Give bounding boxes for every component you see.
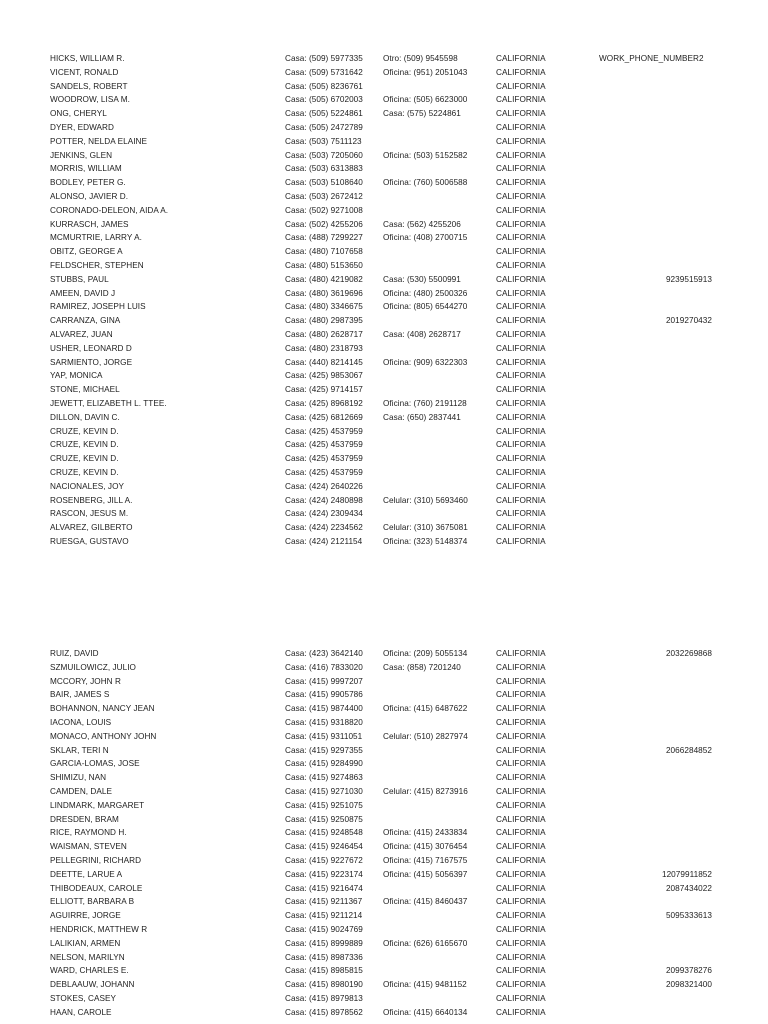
state: CALIFORNIA xyxy=(496,150,546,160)
other-phone: Oficina: (415) 6487622 xyxy=(383,704,468,714)
home-phone: Casa: (425) 6812669 xyxy=(285,412,363,422)
state: CALIFORNIA xyxy=(496,980,546,990)
home-phone: Casa: (415) 8978562 xyxy=(285,1007,363,1017)
contact-name: FELDSCHER, STEPHEN xyxy=(50,260,144,270)
state: CALIFORNIA xyxy=(496,233,546,243)
home-phone: Casa: (503) 6313883 xyxy=(285,164,363,174)
contact-name: PELLEGRINI, RICHARD xyxy=(50,855,142,865)
table-row xyxy=(0,507,768,521)
home-phone: Casa: (415) 9250875 xyxy=(285,814,363,824)
home-phone: Casa: (415) 9211367 xyxy=(285,897,363,907)
table-row xyxy=(0,494,768,508)
table-row xyxy=(0,909,768,923)
home-phone: Casa: (425) 9853067 xyxy=(285,371,363,381)
table-row xyxy=(0,799,768,813)
contact-name: STONE, MICHAEL xyxy=(50,385,120,395)
home-phone: Casa: (480) 7107658 xyxy=(285,247,363,257)
contact-name: USHER, LEONARD D xyxy=(50,343,132,353)
table-row xyxy=(0,273,768,287)
table-row xyxy=(0,978,768,992)
work-phone-2: 12079911852 xyxy=(661,869,712,879)
contact-name: RAMIREZ, JOSEPH LUIS xyxy=(50,302,146,312)
contact-name: DYER, EDWARD xyxy=(50,122,114,132)
state: CALIFORNIA xyxy=(496,1007,546,1017)
state: CALIFORNIA xyxy=(496,95,546,105)
home-phone: Casa: (415) 9311051 xyxy=(285,731,363,741)
table-row xyxy=(0,480,768,494)
state: CALIFORNIA xyxy=(496,81,546,91)
home-phone: Casa: (415) 8987336 xyxy=(285,952,363,962)
contact-name: HICKS, WILLIAM R. xyxy=(50,54,125,63)
state: CALIFORNIA xyxy=(496,855,546,865)
state: CALIFORNIA xyxy=(496,481,546,491)
state: CALIFORNIA xyxy=(496,67,546,77)
table-row xyxy=(0,107,768,121)
contact-name: CARRANZA, GINA xyxy=(50,316,121,326)
other-phone: Oficina: (415) 9481152 xyxy=(383,980,467,990)
state: CALIFORNIA xyxy=(496,371,546,381)
contact-name: WAISMAN, STEVEN xyxy=(50,842,127,852)
home-phone: Casa: (425) 4537959 xyxy=(285,426,363,436)
contact-name: LALIKIAN, ARMEN xyxy=(50,938,121,948)
state: CALIFORNIA xyxy=(496,773,546,783)
table-row xyxy=(0,121,768,135)
home-phone: Casa: (415) 9997207 xyxy=(285,676,363,686)
home-phone: Casa: (509) 5731642 xyxy=(285,67,363,77)
home-phone: Casa: (480) 5153650 xyxy=(285,260,363,270)
other-phone: Oficina: (415) 8460437 xyxy=(383,897,468,907)
state: CALIFORNIA xyxy=(496,247,546,257)
contact-name: SZMUILOWICZ, JULIO xyxy=(50,662,136,672)
state: CALIFORNIA xyxy=(496,952,546,962)
state: CALIFORNIA xyxy=(496,814,546,824)
other-phone: Oficina: (415) 5056397 xyxy=(383,869,468,879)
contact-name: RUIZ, DAVID xyxy=(50,649,99,658)
table-row xyxy=(0,93,768,107)
home-phone: Casa: (416) 7833020 xyxy=(285,662,363,672)
other-phone: Oficina: (951) 2051043 xyxy=(383,67,468,77)
other-phone: Oficina: (415) 6640134 xyxy=(383,1007,468,1017)
contact-name: BODLEY, PETER G. xyxy=(50,178,126,188)
home-phone: Casa: (480) 2628717 xyxy=(285,329,363,339)
state: CALIFORNIA xyxy=(496,786,546,796)
state: CALIFORNIA xyxy=(496,467,546,477)
other-phone: Oficina: (415) 3076454 xyxy=(383,842,468,852)
table-row xyxy=(0,162,768,176)
contact-name: ALVAREZ, JUAN xyxy=(50,329,113,339)
home-phone: Casa: (503) 5108640 xyxy=(285,178,363,188)
contact-name: ROSENBERG, JILL A. xyxy=(50,495,133,505)
table-row xyxy=(0,438,768,452)
contact-name: SHIMIZU, NAN xyxy=(50,773,107,783)
home-phone: Casa: (505) 8236761 xyxy=(285,81,363,91)
other-phone: Oficina: (505) 6623000 xyxy=(383,95,468,105)
table-row xyxy=(0,647,768,661)
state: CALIFORNIA xyxy=(496,897,546,907)
table-row xyxy=(0,342,768,356)
table-row xyxy=(0,135,768,149)
table-row xyxy=(0,661,768,675)
other-phone: Oficina: (415) 2433834 xyxy=(383,828,468,838)
home-phone: Casa: (503) 7205060 xyxy=(285,150,363,160)
contact-name: SKLAR, TERI N xyxy=(50,745,109,755)
state: CALIFORNIA xyxy=(496,398,546,408)
state: CALIFORNIA xyxy=(496,938,546,948)
contact-name: DEETTE, LARUE A xyxy=(50,869,123,879)
contact-name: CRUZE, KEVIN D. xyxy=(50,426,119,436)
column-header-work-phone-2: WORK_PHONE_NUMBER2 xyxy=(599,54,704,63)
table-row xyxy=(0,535,768,549)
home-phone: Casa: (502) 9271008 xyxy=(285,205,363,215)
work-phone-2: 9239515913 xyxy=(665,274,712,284)
state: CALIFORNIA xyxy=(496,164,546,174)
state: CALIFORNIA xyxy=(496,759,546,769)
table-row xyxy=(0,314,768,328)
other-phone: Oficina: (805) 6544270 xyxy=(383,302,468,312)
contact-name: THIBODEAUX, CAROLE xyxy=(50,883,143,893)
home-phone: Casa: (415) 8999889 xyxy=(285,938,363,948)
state: CALIFORNIA xyxy=(496,731,546,741)
table-row xyxy=(0,785,768,799)
home-phone: Casa: (424) 2309434 xyxy=(285,509,363,519)
table-row xyxy=(0,383,768,397)
state: CALIFORNIA xyxy=(496,690,546,700)
contact-name: CRUZE, KEVIN D. xyxy=(50,467,119,477)
state: CALIFORNIA xyxy=(496,966,546,976)
table-row xyxy=(0,716,768,730)
home-phone: Casa: (415) 9024769 xyxy=(285,924,363,934)
other-phone: Oficina: (760) 2191128 xyxy=(383,398,467,408)
contact-name: CAMDEN, DALE xyxy=(50,786,113,796)
contact-name: HENDRICK, MATTHEW R xyxy=(50,924,148,934)
state: CALIFORNIA xyxy=(496,178,546,188)
table-row xyxy=(0,218,768,232)
contact-name: POTTER, NELDA ELAINE xyxy=(50,136,148,146)
table-row xyxy=(0,771,768,785)
state: CALIFORNIA xyxy=(496,842,546,852)
table-row xyxy=(0,992,768,1006)
other-phone: Oficina: (626) 6165670 xyxy=(383,938,468,948)
contact-name: CORONADO-DELEON, AIDA A. xyxy=(50,205,169,215)
table-row xyxy=(0,149,768,163)
contact-name: SARMIENTO, JORGE xyxy=(50,357,133,367)
contact-name: RASCON, JESUS M. xyxy=(50,509,129,519)
table-row xyxy=(0,259,768,273)
table-row xyxy=(0,52,768,66)
contact-name: BAIR, JAMES S xyxy=(50,690,110,700)
contact-name: VICENT, RONALD xyxy=(50,67,119,77)
other-phone: Celular: (510) 2827974 xyxy=(383,731,468,741)
table-row xyxy=(0,300,768,314)
home-phone: Casa: (502) 4255206 xyxy=(285,219,363,229)
work-phone-2: 2032269868 xyxy=(665,649,712,658)
contact-name: KURRASCH, JAMES xyxy=(50,219,129,229)
other-phone: Casa: (408) 2628717 xyxy=(383,329,461,339)
other-phone: Otro: (509) 9545598 xyxy=(383,54,458,63)
state: CALIFORNIA xyxy=(496,357,546,367)
contact-name: DRESDEN, BRAM xyxy=(50,814,119,824)
home-phone: Casa: (480) 4219082 xyxy=(285,274,363,284)
table-row xyxy=(0,854,768,868)
state: CALIFORNIA xyxy=(496,662,546,672)
table-row xyxy=(0,675,768,689)
contact-name: HAAN, CAROLE xyxy=(50,1007,112,1017)
state: CALIFORNIA xyxy=(496,191,546,201)
table-row xyxy=(0,66,768,80)
home-phone: Casa: (505) 6702003 xyxy=(285,95,363,105)
table-row xyxy=(0,757,768,771)
contact-list-section-2 xyxy=(0,647,768,1020)
state: CALIFORNIA xyxy=(496,536,546,546)
table-row xyxy=(0,923,768,937)
state: CALIFORNIA xyxy=(496,883,546,893)
contact-name: CRUZE, KEVIN D. xyxy=(50,440,119,450)
home-phone: Casa: (424) 2640226 xyxy=(285,481,363,491)
other-phone: Celular: (310) 3675081 xyxy=(383,523,468,533)
state: CALIFORNIA xyxy=(496,260,546,270)
home-phone: Casa: (440) 8214145 xyxy=(285,357,363,367)
state: CALIFORNIA xyxy=(496,717,546,727)
state: CALIFORNIA xyxy=(496,440,546,450)
table-row xyxy=(0,397,768,411)
other-phone: Oficina: (415) 7167575 xyxy=(383,855,468,865)
contact-name: RUESGA, GUSTAVO xyxy=(50,536,129,546)
home-phone: Casa: (425) 4537959 xyxy=(285,454,363,464)
work-phone-2: 2098321400 xyxy=(665,980,712,990)
home-phone: Casa: (425) 4537959 xyxy=(285,467,363,477)
home-phone: Casa: (505) 5224861 xyxy=(285,109,363,119)
table-row xyxy=(0,868,768,882)
table-row xyxy=(0,702,768,716)
table-row xyxy=(0,826,768,840)
home-phone: Casa: (415) 8985815 xyxy=(285,966,363,976)
contact-name: OBITZ, GEORGE A xyxy=(50,247,123,257)
state: CALIFORNIA xyxy=(496,523,546,533)
other-phone: Oficina: (503) 5152582 xyxy=(383,150,468,160)
home-phone: Casa: (415) 8980190 xyxy=(285,980,363,990)
state: CALIFORNIA xyxy=(496,122,546,132)
home-phone: Casa: (415) 9318820 xyxy=(285,717,363,727)
contact-name: NELSON, MARILYN xyxy=(50,952,125,962)
home-phone: Casa: (505) 2472789 xyxy=(285,122,363,132)
contact-name: CRUZE, KEVIN D. xyxy=(50,454,119,464)
contact-name: STOKES, CASEY xyxy=(50,993,117,1003)
other-phone: Casa: (530) 5500991 xyxy=(383,274,461,284)
contact-name: AMEEN, DAVID J xyxy=(50,288,116,298)
state: CALIFORNIA xyxy=(496,869,546,879)
home-phone: Casa: (480) 3346675 xyxy=(285,302,363,312)
work-phone-2: 2099378276 xyxy=(665,966,712,976)
table-row xyxy=(0,245,768,259)
contact-name: MORRIS, WILLIAM xyxy=(50,164,122,174)
table-row xyxy=(0,882,768,896)
contact-name: RICE, RAYMOND H. xyxy=(50,828,127,838)
state: CALIFORNIA xyxy=(496,274,546,284)
state: CALIFORNIA xyxy=(496,136,546,146)
home-phone: Casa: (425) 4537959 xyxy=(285,440,363,450)
table-row xyxy=(0,937,768,951)
state: CALIFORNIA xyxy=(496,911,546,921)
home-phone: Casa: (425) 9714157 xyxy=(285,385,363,395)
table-row xyxy=(0,452,768,466)
home-phone: Casa: (415) 9216474 xyxy=(285,883,363,893)
other-phone: Casa: (575) 5224861 xyxy=(383,109,461,119)
state: CALIFORNIA xyxy=(496,288,546,298)
contact-name: SANDELS, ROBERT xyxy=(50,81,128,91)
contact-name: DILLON, DAVIN C. xyxy=(50,412,120,422)
table-row xyxy=(0,466,768,480)
table-row xyxy=(0,231,768,245)
home-phone: Casa: (423) 3642140 xyxy=(285,649,363,658)
home-phone: Casa: (480) 2987395 xyxy=(285,316,363,326)
contact-name: JEWETT, ELIZABETH L. TTEE. xyxy=(50,398,167,408)
contact-name: NACIONALES, JOY xyxy=(50,481,125,491)
table-row xyxy=(0,951,768,965)
table-row xyxy=(0,356,768,370)
table-row xyxy=(0,964,768,978)
other-phone: Oficina: (909) 6322303 xyxy=(383,357,468,367)
home-phone: Casa: (415) 9246454 xyxy=(285,842,363,852)
home-phone: Casa: (415) 9905786 xyxy=(285,690,363,700)
home-phone: Casa: (509) 5977335 xyxy=(285,54,363,63)
contact-name: MCCORY, JOHN R xyxy=(50,676,121,686)
state: CALIFORNIA xyxy=(496,54,546,63)
table-row xyxy=(0,190,768,204)
work-phone-2: 2019270432 xyxy=(665,316,712,326)
state: CALIFORNIA xyxy=(496,205,546,215)
contact-name: WARD, CHARLES E. xyxy=(50,966,129,976)
home-phone: Casa: (425) 8968192 xyxy=(285,398,363,408)
table-row xyxy=(0,287,768,301)
state: CALIFORNIA xyxy=(496,343,546,353)
state: CALIFORNIA xyxy=(496,412,546,422)
home-phone: Casa: (424) 2121154 xyxy=(285,536,363,546)
state: CALIFORNIA xyxy=(496,329,546,339)
state: CALIFORNIA xyxy=(496,676,546,686)
table-row xyxy=(0,744,768,758)
home-phone: Casa: (424) 2480898 xyxy=(285,495,363,505)
other-phone: Celular: (310) 5693460 xyxy=(383,495,468,505)
table-row xyxy=(0,688,768,702)
table-row xyxy=(0,730,768,744)
table-row xyxy=(0,176,768,190)
contact-name: MONACO, ANTHONY JOHN xyxy=(50,731,157,741)
other-phone: Casa: (858) 7201240 xyxy=(383,662,461,672)
home-phone: Casa: (415) 9284990 xyxy=(285,759,363,769)
home-phone: Casa: (415) 9248548 xyxy=(285,828,363,838)
home-phone: Casa: (415) 9227672 xyxy=(285,855,363,865)
home-phone: Casa: (480) 3619696 xyxy=(285,288,363,298)
home-phone: Casa: (415) 9271030 xyxy=(285,786,363,796)
table-row xyxy=(0,813,768,827)
table-row xyxy=(0,521,768,535)
state: CALIFORNIA xyxy=(496,426,546,436)
home-phone: Casa: (415) 9297355 xyxy=(285,745,363,755)
home-phone: Casa: (415) 9211214 xyxy=(285,911,363,921)
state: CALIFORNIA xyxy=(496,924,546,934)
table-row xyxy=(0,369,768,383)
contact-name: ALONSO, JAVIER D. xyxy=(50,191,129,201)
contact-name: DEBLAAUW, JOHANN xyxy=(50,980,135,990)
contact-name: ELLIOTT, BARBARA B xyxy=(50,897,135,907)
other-phone: Oficina: (760) 5006588 xyxy=(383,178,468,188)
work-phone-2: 5095333613 xyxy=(665,911,712,921)
work-phone-2: 2087434022 xyxy=(665,883,712,893)
contact-name: GARCIA-LOMAS, JOSE xyxy=(50,759,140,769)
contact-name: WOODROW, LISA M. xyxy=(50,95,130,105)
other-phone: Oficina: (408) 2700715 xyxy=(383,233,468,243)
state: CALIFORNIA xyxy=(496,454,546,464)
work-phone-2: 2066284852 xyxy=(665,745,712,755)
other-phone: Casa: (650) 2837441 xyxy=(383,412,461,422)
home-phone: Casa: (415) 9874400 xyxy=(285,704,363,714)
state: CALIFORNIA xyxy=(496,385,546,395)
other-phone: Celular: (415) 8273916 xyxy=(383,786,468,796)
home-phone: Casa: (415) 9223174 xyxy=(285,869,363,879)
home-phone: Casa: (415) 9251075 xyxy=(285,800,363,810)
state: CALIFORNIA xyxy=(496,109,546,119)
state: CALIFORNIA xyxy=(496,495,546,505)
state: CALIFORNIA xyxy=(496,649,546,658)
table-row xyxy=(0,80,768,94)
contact-name: BOHANNON, NANCY JEAN xyxy=(50,704,155,714)
contact-name: MCMURTRIE, LARRY A. xyxy=(50,233,142,243)
contact-name: LINDMARK, MARGARET xyxy=(50,800,145,810)
home-phone: Casa: (415) 9274863 xyxy=(285,773,363,783)
contact-name: AGUIRRE, JORGE xyxy=(50,911,121,921)
table-row xyxy=(0,204,768,218)
table-row xyxy=(0,328,768,342)
contact-name: ONG, CHERYL xyxy=(50,109,107,119)
state: CALIFORNIA xyxy=(496,219,546,229)
home-phone: Casa: (503) 2672412 xyxy=(285,191,363,201)
state: CALIFORNIA xyxy=(496,704,546,714)
state: CALIFORNIA xyxy=(496,828,546,838)
table-row xyxy=(0,895,768,909)
contact-name: STUBBS, PAUL xyxy=(50,274,109,284)
state: CALIFORNIA xyxy=(496,993,546,1003)
other-phone: Oficina: (323) 5148374 xyxy=(383,536,468,546)
state: CALIFORNIA xyxy=(496,302,546,312)
home-phone: Casa: (503) 7511123 xyxy=(285,136,362,146)
contact-name: YAP, MONICA xyxy=(50,371,103,381)
state: CALIFORNIA xyxy=(496,800,546,810)
state: CALIFORNIA xyxy=(496,745,546,755)
table-row xyxy=(0,1006,768,1020)
home-phone: Casa: (415) 8979813 xyxy=(285,993,363,1003)
state: CALIFORNIA xyxy=(496,509,546,519)
contact-name: IACONA, LOUIS xyxy=(50,717,112,727)
table-row xyxy=(0,411,768,425)
home-phone: Casa: (424) 2234562 xyxy=(285,523,363,533)
table-row xyxy=(0,425,768,439)
other-phone: Casa: (562) 4255206 xyxy=(383,219,461,229)
other-phone: Oficina: (209) 5055134 xyxy=(383,649,468,658)
contact-list-section-1 xyxy=(0,52,768,549)
contact-name: ALVAREZ, GILBERTO xyxy=(50,523,133,533)
state: CALIFORNIA xyxy=(496,316,546,326)
home-phone: Casa: (480) 2318793 xyxy=(285,343,363,353)
contact-name: JENKINS, GLEN xyxy=(50,150,113,160)
other-phone: Oficina: (480) 2500326 xyxy=(383,288,468,298)
table-row xyxy=(0,840,768,854)
home-phone: Casa: (488) 7299227 xyxy=(285,233,363,243)
